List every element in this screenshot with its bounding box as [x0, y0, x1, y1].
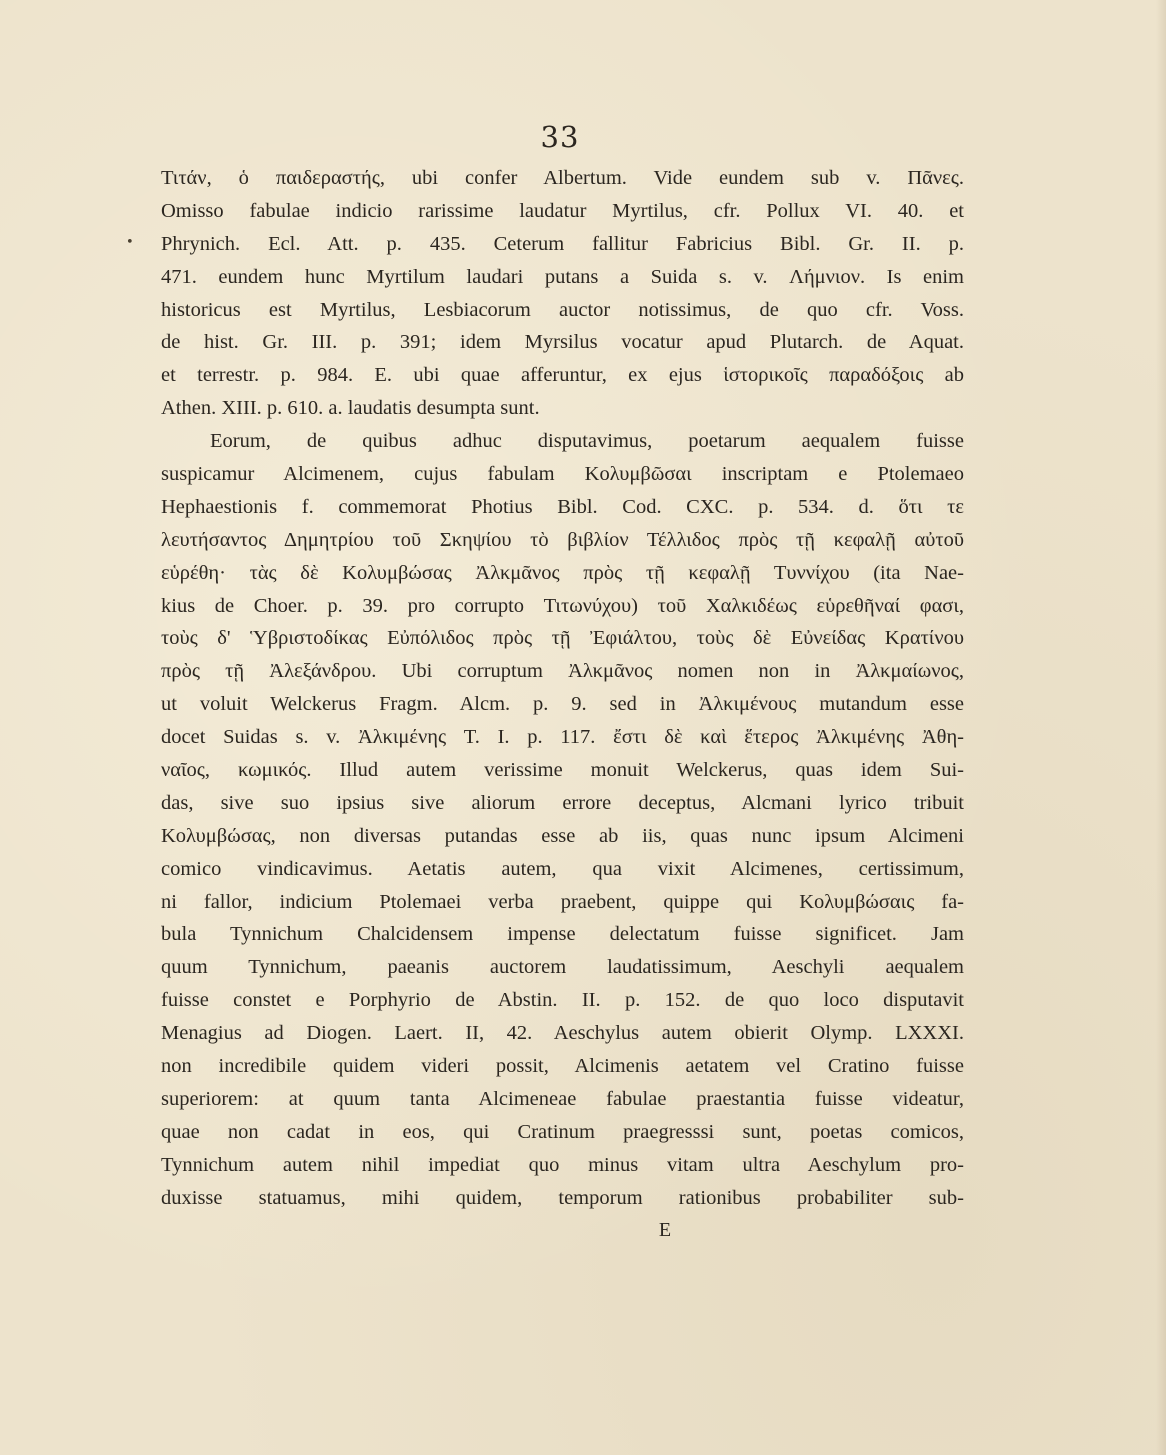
- text-line: εὑρέθη· τὰς δὲ Κολυμβώσας Ἀλκμᾶνος πρὸς τῇ κεφαλῇ Τυννίχου (ita Nae-: [161, 561, 964, 584]
- text-line: Κολυμβώσας, non diversas putandas esse ab iis, quas nunc ipsum Alcimeni: [161, 824, 964, 847]
- text-line: λευτήσαντος Δημητρίου τοῦ Σκηψίου τὸ βιβλίον Τέλλιδος πρὸς τῇ κεφαλῇ αὐτοῦ: [161, 528, 964, 551]
- text-line: quum Tynnichum, paeanis auctorem laudatissimum, Aeschyli aequalem: [161, 956, 964, 979]
- text-line: Phrynich. Ecl. Att. p. 435. Ceterum fallitur Fabricius Bibl. Gr. II. p.: [161, 232, 964, 255]
- text-line: ναῖος, κωμικός. Illud autem verissime monuit Welckerus, quas idem Sui-: [161, 759, 964, 782]
- text-line: ut voluit Welckerus Fragm. Alcm. p. 9. sed in Ἀλκιμένους mutandum esse: [161, 693, 964, 716]
- text-line: superiorem: at quum tanta Alcimeneae fabulae praestantia fuisse videatur,: [161, 1087, 964, 1110]
- text-line: Τιτάν, ὁ παιδεραστής, ubi confer Albertum. Vide eundem sub v. Πᾶνες.: [161, 167, 964, 189]
- text-line: kius de Choer. p. 39. pro corrupto Τιτωνύχου) τοῦ Χαλκιδέως εὑρεθῆναί φασι,: [161, 594, 964, 617]
- signature-mark: E: [658, 1219, 672, 1241]
- text-line: et terrestr. p. 984. E. ubi quae afferuntur, ex ejus ἱστορικοῖς παραδόξοις ab: [161, 364, 964, 387]
- text-line: historicus est Myrtilus, Lesbiacorum auctor notissimus, de quo cfr. Voss.: [161, 298, 964, 321]
- text-line: fuisse constet e Porphyrio de Abstin. II. p. 152. de quo loco disputavit: [161, 989, 964, 1012]
- text-line: Tynnichum autem nihil impediat quo minus vitam ultra Aeschylum pro-: [161, 1153, 964, 1176]
- page-number: 33: [540, 120, 580, 154]
- text-line: Eorum, de quibus adhuc disputavimus, poetarum aequalem fuisse: [210, 430, 964, 453]
- text-line: τοὺς δ' Ὑβριστοδίκας Εὐπόλιδος πρὸς τῇ Ἐφιάλτου, τοὺς δὲ Εὐνείδας Κρατίνου: [161, 627, 964, 650]
- text-line: duxisse statuamus, mihi quidem, temporum rationibus probabiliter sub-: [161, 1186, 964, 1209]
- margin-ink-speck: •: [126, 235, 134, 250]
- text-line: bula Tynnichum Chalcidensem impense delectatum fuisse significet. Jam: [161, 923, 964, 946]
- text-line: Athen. XIII. p. 610. a. laudatis desumpta sunt.: [161, 397, 540, 420]
- text-line: das, sive suo ipsius sive aliorum errore deceptus, Alcmani lyrico tribuit: [161, 791, 964, 814]
- text-line: ni fallor, indicium Ptolemaei verba praebent, quippe qui Κολυμβώσαις fa-: [161, 890, 964, 913]
- text-line: docet Suidas s. v. Ἀλκιμένης T. I. p. 117. ἔστι δὲ καὶ ἕτερος Ἀλκιμένης Ἀθη-: [161, 726, 964, 749]
- text-line: de hist. Gr. III. p. 391; idem Myrsilus vocatur apud Plutarch. de Aquat.: [161, 331, 964, 354]
- text-line: quae non cadat in eos, qui Cratinum praegresssi sunt, poetas comicos,: [161, 1120, 964, 1143]
- text-line: Menagius ad Diogen. Laert. II, 42. Aeschylus autem obierit Olymp. LXXXI.: [161, 1022, 964, 1045]
- text-line: Omisso fabulae indicio rarissime laudatur Myrtilus, cfr. Pollux VI. 40. et: [161, 199, 964, 222]
- text-line: suspicamur Alcimenem, cujus fabulam Κολυμβῶσαι inscriptam e Ptolemaeo: [161, 463, 964, 486]
- page-edge-shadow: [1156, 0, 1166, 1455]
- text-line: πρὸς τῇ Ἀλεξάνδρου. Ubi corruptum Ἀλκμᾶνος nomen non in Ἀλκμαίωνος,: [161, 660, 964, 683]
- text-line: non incredibile quidem videri possit, Alcimenis aetatem vel Cratino fuisse: [161, 1055, 964, 1078]
- text-line: Hephaestionis f. commemorat Photius Bibl. Cod. CXC. p. 534. d. ὅτι τε: [161, 495, 964, 518]
- text-line: comico vindicavimus. Aetatis autem, qua vixit Alcimenes, certissimum,: [161, 857, 964, 880]
- body-text: [161, 162, 964, 1215]
- text-line: 471. eundem hunc Myrtilum laudari putans a Suida s. v. Λήμνιον. Is enim: [161, 265, 964, 288]
